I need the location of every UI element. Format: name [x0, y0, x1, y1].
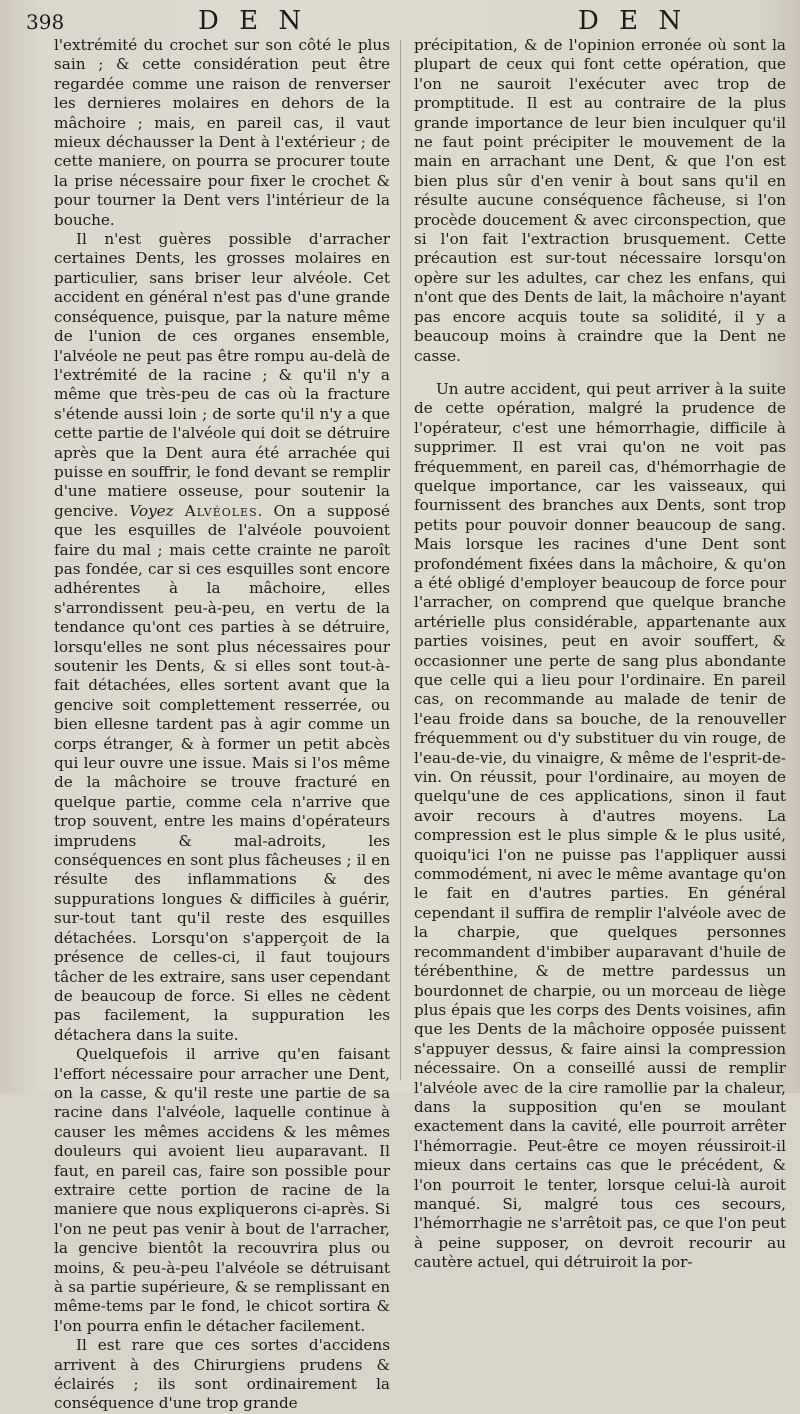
cross-reference-voyez: Voyez	[129, 501, 174, 520]
cross-reference-term: Alvéoles	[184, 501, 258, 520]
paragraph	[54, 230, 390, 1045]
paragraph: l'extrémité du crochet sur son côté le plus sain ; & cette considération peut être regardée comme une raison de renverser les dernieres molaires en dehors de la mâchoire ; mais, en pareil cas, il vaut mieux déchausser la Dent à l'extérieur ; de cette maniere, on pourra se procurer toute la prise nécessaire pour fixer le crochet & pour tourner la Dent vers l'intérieur de la bouche.	[54, 36, 390, 229]
page-header	[18, 6, 786, 40]
paragraph: Un autre accident, qui peut arriver à la suite de cette opération, malgré la prudence de l'opérateur, c'est une hémorrhagie, difficile à supprimer. Il est vrai qu'on ne voit pas fréquemment, en pareil cas, d'hémorrhagie de quelque importance, car les vaisseaux, qui fournissent des branches aux Dents, sont trop petits pour pouvoir donner beaucoup de sang. Mais lorsque les racines d'une Dent sont profondément fixées dans la mâchoire, & qu'on a été obligé d'employer beaucoup de force pour l'arracher, on comprend que quelque branche artérielle plus considérable, appartenante aux parties voisines, peut en avoir souffert, & occasionner une perte de sang plus abondante que celle qui a lieu pour l'ordinaire. En pareil cas, on recommande au malade de tenir de l'eau froide dans sa bouche, de la renouveller fréquemment ou d'y substituer du vin rouge, de l'eau-de-vie, du vinaigre, & même de l'esprit-de-vin. On réussit, pour l'ordinaire, au moyen de quelqu'une de ces applications, sinon il faut avoir recours à d'autres moyens. La compression est le plus simple & le plus usité, quoiqu'ici l'on ne puisse pas l'appliquer aussi commodément, ni avec le même avantage qu'on le fait en d'autres parties. En général cependant il suffira de remplir l'alvéole avec de la charpie, que quelques personnes recommandent d'imbiber auparavant d'huile de térébenthine, & de mettre pardessus un bourdonnet de charpie, ou un morceau de liège plus épais que les corps des Dents voisines, afin que les Dents de la mâchoire opposée puissent s'appuyer dessus, & faire ainsi la compression nécessaire. On a conseillé aussi de remplir l'alvéole avec de la cire ramollie par la chaleur, dans la supposition qu'en se moulant exactement dans la cavité, elle pourroit arrêter l'hémorragie. Peut-être ce moyen réussiroit-il mieux dans certains cas que le précédent, & l'on pourroit le tenter, lorsque celui-là auroit manqué. Si, malgré tous ces secours, l'hémorrhagie ne s'arrêtoit pas, ce que l'on peut à peine supposer, on devroit recourir au cautère actuel, qui détruiroit la por-	[414, 379, 786, 1272]
running-head-left: D E N	[198, 6, 308, 36]
paragraph: Il est rare que ces sortes d'accidens arrivent à des Chirurgiens prudens & éclairés ; ils sont ordinairement la conséquence d'une trop grande	[54, 1336, 390, 1413]
left-column	[54, 36, 390, 1414]
running-head-right: D E N	[578, 6, 688, 36]
paragraph-text: Il n'est guères possible d'arracher certaines Dents, les grosses molaires en particulier, sans briser leur alvéole. Cet accident en général n'est pas d'une grande conséquence, puisque, par la nature même de l'union de ces organes ensemble, l'alvéole ne peut pas être rompu au-delà de l'extrémité de la racine ; & qu'il n'y a même que très-peu de cas où la fracture s'étende aussi loin ; de sorte qu'il n'y a que cette partie de l'alvéole qui doit se détruire après que la Dent aura été arrachée qui puisse en souffrir, le fond devant se remplir d'une matiere osseuse, pour soutenir la gencive.	[54, 230, 391, 520]
paragraph: précipitation, & de l'opinion erronée où sont la plupart de ceux qui font cette opération, que l'on ne sauroit l'exécuter avec trop de promptitude. Il est au contraire de la plus grande importance de leur bien inculquer qu'il ne faut point précipiter le mouvement de la main en arrachant une Dent, & que l'on est bien plus sûr d'en venir à bout sans qu'il en résulte aucune conséquence fâcheuse, si l'on procède doucement & avec circonspection, que si l'on fait l'extraction brusquement. Cette précaution est sur-tout nécessaire lorsqu'on opère sur les adultes, car chez les enfans, qui n'ont que des Dents de lait, la mâchoire n'ayant pas encore acquis toute sa solidité, il y a beaucoup moins à craindre que la Dent ne casse.	[414, 36, 786, 365]
page-number: 398	[26, 10, 65, 34]
column-divider	[400, 40, 401, 1080]
paragraph-text: . On a supposé que les esquilles de l'alvéole pouvoient faire du mal ; mais cette crainte ne paroît pas fondée, car si ces esquilles sont encore adhérentes à la mâchoire, elles s'arrondissent peu-à-peu, en vertu de la tendance qu'ont ces parties à se détruire, lorsqu'elles ne sont plus nécessaires pour soutenir les Dents, & si elles sont tout-à-fait détachées, elles sortent avant que la gencive soit complettement resserrée, ou bien ellesne tardent pas à agir comme un corps étranger, & à former un petit abcès qui leur ouvre une issue. Mais si l'os même de la mâchoire se trouve fracturé en quelque partie, comme cela n'arrive que trop souvent, entre les mains d'opérateurs imprudens & mal-adroits, les conséquences en sont plus fâcheuses ; il en résulte des inflammations & des suppurations longues & difficiles à guérir, sur-tout tant qu'il reste des esquilles détachées. Lorsqu'on s'apperçoit de la présence de celles-ci, il faut toujours tâcher de les extraire, sans user cependant de beaucoup de force. Si elles ne cèdent pas facilement, la suppuration les détachera dans la suite.	[54, 501, 391, 1044]
paragraph: Quelquefois il arrive qu'en faisant l'effort nécessaire pour arracher une Dent, on la casse, & qu'il reste une partie de sa racine dans l'alvéole, laquelle continue à causer les mêmes accidens & les mêmes douleurs qui avoient lieu auparavant. Il faut, en pareil cas, faire son possible pour extraire cette portion de racine de la maniere que nous expliquerons ci-après. Si l'on ne peut pas venir à bout de l'arracher, la gencive bientôt la recouvrira plus ou moins, & peu-à-peu l'alvéole se détruisant à sa partie supérieure, & se remplissant en même-tems par le fond, le chicot sortira & l'on pourra enfin le détacher facilement.	[54, 1045, 390, 1335]
right-column	[414, 36, 786, 1273]
